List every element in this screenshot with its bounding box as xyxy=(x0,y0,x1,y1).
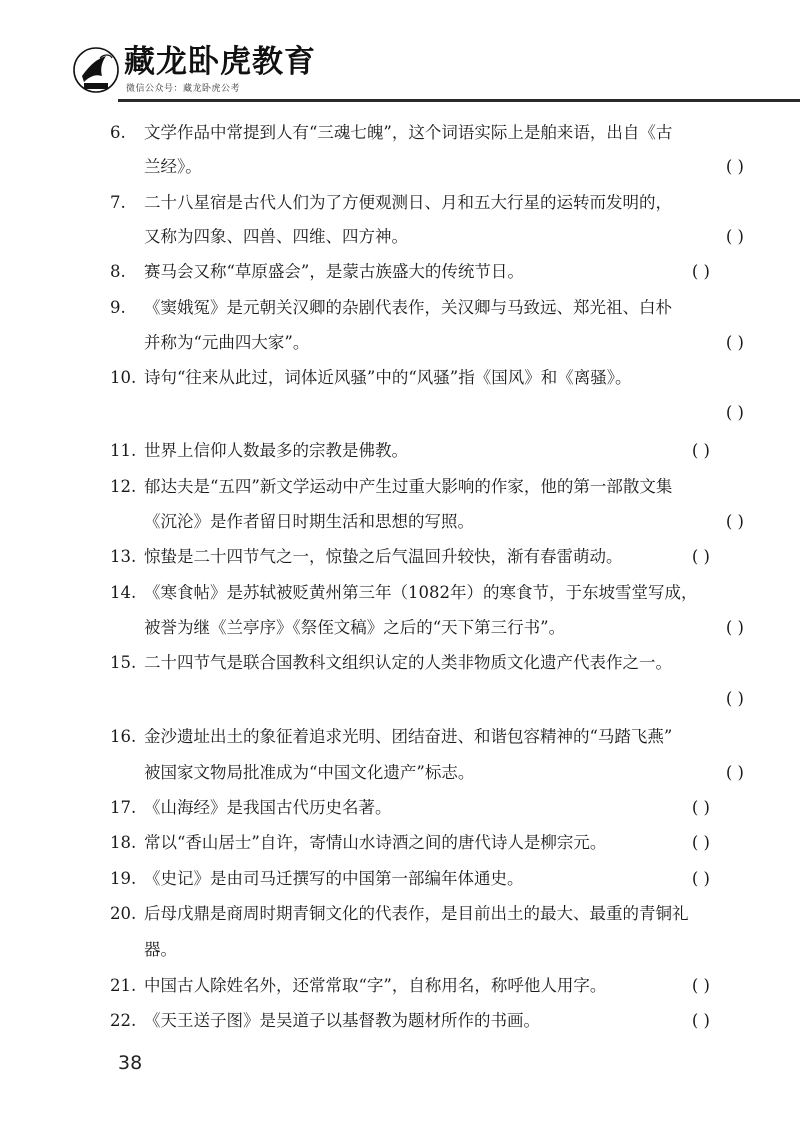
answer-blank[interactable]: ( ) xyxy=(691,869,710,888)
question-item xyxy=(110,864,710,894)
page-number: 38 xyxy=(118,1052,143,1074)
question-continuation xyxy=(110,398,744,428)
question-number: 11. xyxy=(110,441,137,460)
question-number: 7. xyxy=(110,193,126,212)
answer-blank[interactable]: ( ) xyxy=(691,441,710,460)
question-number: 8. xyxy=(110,262,126,281)
question-number: 18. xyxy=(110,833,137,852)
question-item xyxy=(110,188,710,218)
question-item xyxy=(110,118,710,148)
question-text: 兰经》。 xyxy=(144,157,202,176)
question-item xyxy=(110,363,710,393)
question-text: 《天王送子图》是吴道子以基督教为题材所作的书画。 xyxy=(144,1011,540,1030)
question-text: 中国古人除姓名外，还常常取“字”，自称用名，称呼他人用字。 xyxy=(144,976,607,995)
question-item xyxy=(110,793,710,823)
question-continuation xyxy=(110,152,744,182)
question-number: 22. xyxy=(110,1011,137,1030)
question-text: 惊蛰是二十四节气之一，惊蛰之后气温回升较快，渐有春雷萌动。 xyxy=(144,547,623,566)
question-item xyxy=(110,722,710,752)
question-continuation xyxy=(110,328,744,358)
question-number: 14. xyxy=(110,583,137,602)
question-item xyxy=(110,828,710,858)
answer-blank[interactable]: ( ) xyxy=(691,798,710,817)
question-number: 17. xyxy=(110,798,137,817)
answer-blank[interactable]: ( ) xyxy=(725,512,744,531)
question-number: 6. xyxy=(110,123,126,142)
answer-blank[interactable]: ( ) xyxy=(725,689,744,708)
question-number: 20. xyxy=(110,904,137,923)
question-text: 世界上信仰人数最多的宗教是佛教。 xyxy=(144,441,408,460)
answer-blank[interactable]: ( ) xyxy=(725,763,744,782)
question-text: 常以“香山居士”自许，寄情山水诗酒之间的唐代诗人是柳宗元。 xyxy=(144,833,607,852)
question-continuation xyxy=(110,507,744,537)
question-item xyxy=(110,257,710,287)
answer-blank[interactable]: ( ) xyxy=(725,157,744,176)
question-text: 后母戊鼎是商周时期青铜文化的代表作，是目前出土的最大、最重的青铜礼 xyxy=(144,904,689,923)
answer-blank[interactable]: ( ) xyxy=(691,1011,710,1030)
question-item xyxy=(110,578,710,608)
question-text: 又称为四象、四兽、四维、四方神。 xyxy=(144,227,408,246)
question-continuation xyxy=(110,613,744,643)
answer-blank[interactable]: ( ) xyxy=(691,976,710,995)
question-text: 郁达夫是“五四”新文学运动中产生过重大影响的作家，他的第一部散文集 xyxy=(144,477,673,496)
question-continuation xyxy=(110,684,744,714)
question-continuation xyxy=(110,222,744,252)
question-text: 二十四节气是联合国教科文组织认定的人类非物质文化遗产代表作之一。 xyxy=(144,653,672,672)
question-text: 《窦娥冤》是元朝关汉卿的杂剧代表作，关汉卿与马致远、郑光祖、白朴 xyxy=(144,298,672,317)
brand-title: 藏龙卧虎教育 xyxy=(124,44,316,80)
answer-blank[interactable]: ( ) xyxy=(691,833,710,852)
question-number: 12. xyxy=(110,477,137,496)
question-continuation xyxy=(110,935,744,965)
answer-blank[interactable]: ( ) xyxy=(691,547,710,566)
question-text: 《史记》是由司马迁撰写的中国第一部编年体通史。 xyxy=(144,869,524,888)
question-text: 赛马会又称“草原盛会”，是蒙古族盛大的传统节日。 xyxy=(144,262,524,281)
question-text: 二十八星宿是古代人们为了方便观测日、月和五大行星的运转而发明的， xyxy=(144,193,672,212)
question-text: 并称为“元曲四大家”。 xyxy=(144,333,310,352)
question-text: 被国家文物局批准成为“中国文化遗产”标志。 xyxy=(144,763,475,782)
question-item xyxy=(110,899,710,929)
question-item xyxy=(110,648,710,678)
question-item xyxy=(110,472,710,502)
question-item xyxy=(110,542,710,572)
answer-blank[interactable]: ( ) xyxy=(691,262,710,281)
question-continuation xyxy=(110,758,744,788)
question-number: 13. xyxy=(110,547,137,566)
answer-blank[interactable]: ( ) xyxy=(725,618,744,637)
question-text: 《山海经》是我国古代历史名著。 xyxy=(144,798,392,817)
question-number: 10. xyxy=(110,368,137,387)
question-item xyxy=(110,971,710,1001)
question-text: 《沉沦》是作者留日时期生活和思想的写照。 xyxy=(144,512,474,531)
question-number: 16. xyxy=(110,727,137,746)
question-text: 器。 xyxy=(144,940,177,959)
question-text: 金沙遗址出土的象征着追求光明、团结奋进、和谐包容精神的“马踏飞燕” xyxy=(144,727,673,746)
question-number: 19. xyxy=(110,869,137,888)
answer-blank[interactable]: ( ) xyxy=(725,403,744,422)
answer-blank[interactable]: ( ) xyxy=(725,333,744,352)
question-text: 诗句“往来从此过，词体近风骚”中的“风骚”指《国风》和《离骚》。 xyxy=(144,368,632,387)
page-header xyxy=(0,0,800,110)
question-item xyxy=(110,293,710,323)
question-item xyxy=(110,436,710,466)
question-item xyxy=(110,1006,710,1036)
question-text: 文学作品中常提到人有“三魂七魄”，这个词语实际上是舶来语，出自《古 xyxy=(144,123,673,142)
question-number: 21. xyxy=(110,976,137,995)
header-divider xyxy=(118,99,800,102)
question-text: 《寒食帖》是苏轼被贬黄州第三年（1082年）的寒食节，于东坡雪堂写成， xyxy=(144,583,698,602)
question-text: 被誉为继《兰亭序》《祭侄文稿》之后的“天下第三行书”。 xyxy=(144,618,566,637)
brand-subtitle: 微信公众号：藏龙卧虎公考 xyxy=(126,84,241,94)
question-number: 9. xyxy=(110,298,126,317)
question-number: 15. xyxy=(110,653,137,672)
answer-blank[interactable]: ( ) xyxy=(725,227,744,246)
bird-logo-icon xyxy=(72,46,120,94)
